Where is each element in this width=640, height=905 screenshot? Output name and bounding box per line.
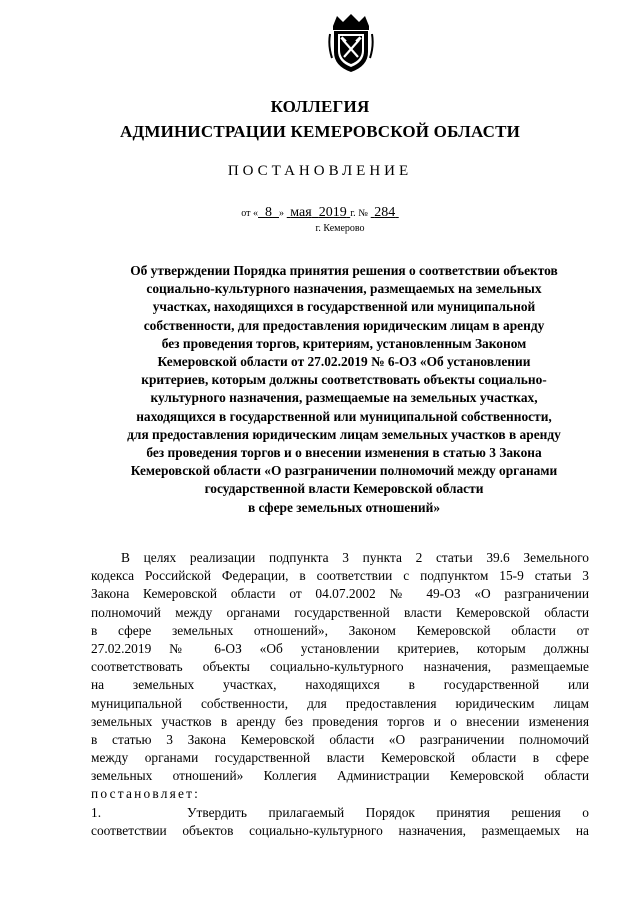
date-prefix: от « <box>241 208 259 219</box>
kemerovo-coat-of-arms-icon <box>327 12 375 74</box>
document-number: 284 <box>374 205 396 220</box>
number-label: № <box>358 208 368 219</box>
title-line: критериев, которым должны соответствовать объекты социально- <box>141 372 547 388</box>
city: г. Кемерово <box>315 223 365 234</box>
title-line: без проведения торгов, критериям, установленным Законом <box>161 335 527 351</box>
date-year-suffix: г. <box>350 208 356 219</box>
document-body <box>91 549 589 840</box>
org-name-line2: АДМИНИСТРАЦИИ КЕМЕРОВСКОЙ ОБЛАСТИ <box>119 122 521 141</box>
body-line: кодекса Российской Федерации, в соответствии с подпунктом 15-9 статьи 3 <box>91 568 589 584</box>
body-line: муниципальной собственности, для предоставления юридическим лицам <box>91 695 589 711</box>
title-line: культурного назначения, размещаемые на земельных участках, <box>150 390 538 406</box>
title-line: Кемеровской области от 27.02.2019 № 6-ОЗ «Об установлении <box>157 354 531 370</box>
document-type: ПОСТАНОВЛЕНИЕ <box>227 163 413 179</box>
body-line: соответствовать объекты социально-культурного назначения, размещаемые <box>91 659 589 675</box>
date-mid: » <box>279 208 285 219</box>
body-line: в статью 3 Закона Кемеровской области «О разграничении полномочий <box>91 731 589 747</box>
body-line: в сфере земельных отношений», Законом Кемеровской области от <box>91 622 589 638</box>
title-line: для предоставления юридическим лицам земельных участков в аренду <box>127 426 561 442</box>
title-line: без проведения торгов и о внесении изменения в статью 3 Закона <box>146 445 542 461</box>
item-1-line1 <box>91 804 589 822</box>
date-month-year: мая 2019 <box>290 205 347 220</box>
body-line: В целях реализации подпункта 3 пункта 2 статьи 39.6 Земельного <box>121 550 589 565</box>
body-line: Закона Кемеровской области от 04.07.2002 № 49-ОЗ «О разграничении <box>91 586 589 602</box>
title-line: государственной власти Кемеровской области <box>204 481 484 497</box>
resolves-word: постановляет: <box>91 786 201 802</box>
title-line: собственности, для предоставления юридическим лицам в аренду <box>143 317 545 333</box>
title-line: находящихся в государственной или муниципальной собственности, <box>136 408 552 424</box>
title-line: Кемеровской области «О разграничении полномочий между органами <box>130 463 558 479</box>
body-line: на земельных участках, находящихся в государственной или <box>91 677 589 693</box>
item-1-number: 1. <box>91 804 102 820</box>
document-title <box>94 262 594 517</box>
body-line: между органами государственной власти Кемеровской области в сфере <box>91 750 589 766</box>
org-name-line1: КОЛЛЕГИЯ <box>270 97 370 116</box>
item-1-line2: соответствии объектов социально-культурного назначения, размещаемых на <box>91 822 589 838</box>
item-1-text: Утвердить прилагаемый Порядок принятия решения о <box>187 804 589 820</box>
title-line: социально-культурного назначения, размещаемых на земельных <box>146 281 542 297</box>
date-number-line <box>0 205 640 221</box>
title-line: в сфере земельных отношений» <box>247 499 441 515</box>
title-line: Об утверждении Порядка принятия решения о соответствии объектов <box>130 263 558 278</box>
date-day: 8 <box>265 205 273 220</box>
body-line: полномочий между органами государственной власти Кемеровской области <box>91 604 589 620</box>
body-line: земельных участков в аренду без проведения торгов и о внесении изменения <box>91 713 589 729</box>
body-line: 27.02.2019 № 6-ОЗ «Об установлении критериев, которым должны <box>91 640 589 656</box>
body-line: земельных отношений» Коллегия Администрации Кемеровской области <box>91 768 589 784</box>
title-line: участках, находящихся в государственной или муниципальной <box>152 299 536 315</box>
